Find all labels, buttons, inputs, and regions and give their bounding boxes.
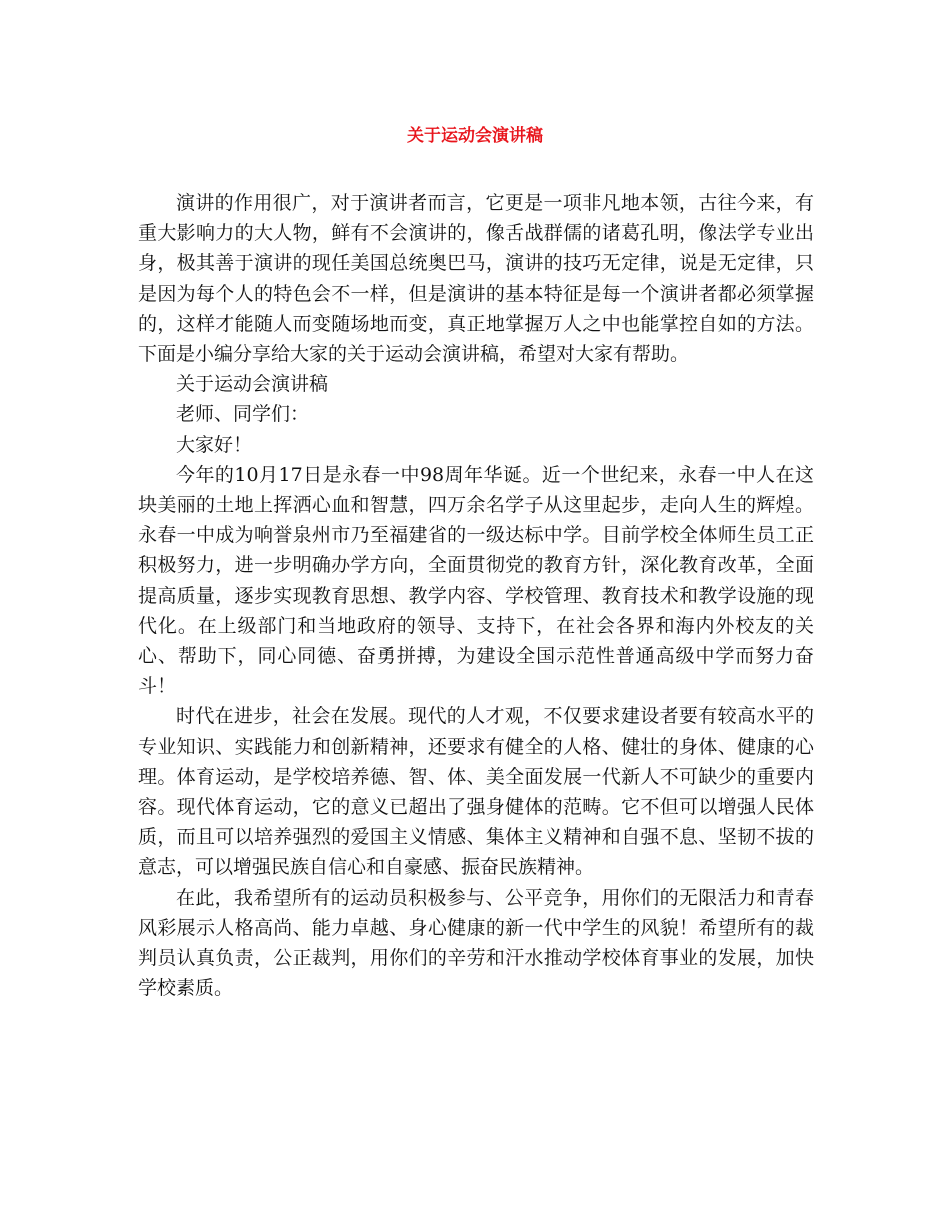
paragraph-intro: 演讲的作用很广，对于演讲者而言，它更是一项非凡地本领，古往今来，有重大影响力的大人物，鲜有不会演讲的，像舌战群儒的诸葛孔明，像法学专业出身，极其善于演讲的现任美国总统奥巴马，演讲的技巧无定律，说是无定律，只是因为每个人的特色会不一样，但是演讲的基本特征是每一个演讲者都必须掌握的，这样才能随人而变随场地而变，真正地掌握万人之中也能掌控自如的方法。下面是小编分享给大家的关于运动会演讲稿，希望对大家有帮助。 [138,192,814,366]
paragraph-hope: 在此，我希望所有的运动员积极参与、公平竞争，用你们的无限活力和青春风彩展示人格高尚、能力卓越、身心健康的新一代中学生的风貌！希望所有的裁判员认真负责，公正裁判，用你们的辛劳和汗水推动学校体育事业的发展，加快学校素质。 [138,886,814,1000]
paragraph-salutation: 老师、同学们： [176,403,310,426]
paragraph-anniversary: 今年的10月17日是永春一中98周年华诞。近一个世纪来，永春一中人在这块美丽的土地上挥洒心血和智慧，四万余名学子从这里起步，走向人生的辉煌。永春一中成为响誉泉州市乃至福建省的一级达标中学。目前学校全体师生员工正积极努力，进一步明确办学方向，全面贯彻党的教育方针，深化教育改革，全面提高质量，逐步实现教育思想、教学内容、学校管理、教育技术和教学设施的现代化。在上级部门和当地政府的领导、支持下，在社会各界和海内外校友的关心、帮助下，同心同德、奋勇拼搏，为建设全国示范性普通高级中学而努力奋斗！ [138,463,814,698]
paragraph-greeting: 大家好！ [176,433,253,456]
document-title: 关于运动会演讲稿 [407,126,543,146]
paragraph-subtitle: 关于运动会演讲稿 [176,373,329,396]
paragraph-era: 时代在进步，社会在发展。现代的人才观，不仅要求建设者要有较高水平的专业知识、实践能力和创新精神，还要求有健全的人格、健壮的身体、健康的心理。体育运动，是学校培养德、智、体、美全面发展一代新人不可缺少的重要内容。现代体育运动，它的意义已超出了强身健体的范畴。它不但可以增强人民体质，而且可以培养强烈的爱国主义情感、集体主义精神和自强不息、坚韧不拔的意志，可以增强民族自信心和自豪感、振奋民族精神。 [138,705,814,879]
document-body [138,188,814,1003]
